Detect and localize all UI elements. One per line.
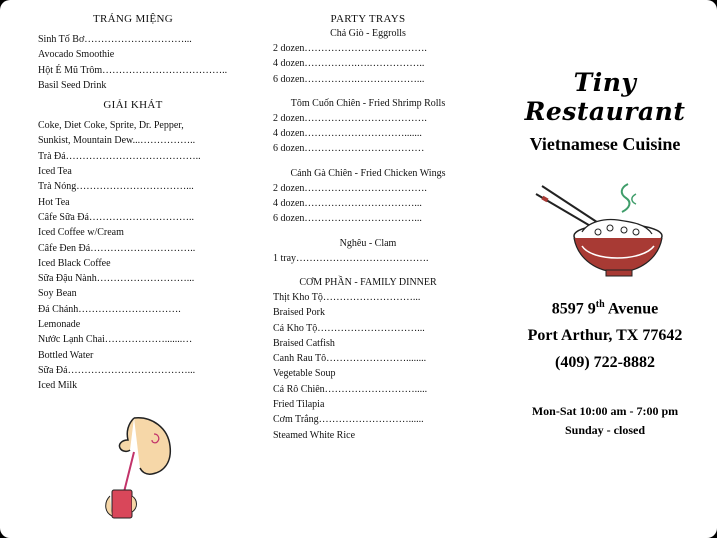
menu-item: Avocado Smoothie <box>38 49 115 61</box>
steam-line <box>632 194 636 204</box>
menu-item: 2 dozen………………………………. <box>273 43 427 54</box>
menu-item: Steamed White Rice <box>273 429 356 441</box>
menu-item: Iced Coffee w/Cream <box>38 227 124 239</box>
menu-item: Bottled Water <box>38 349 94 361</box>
sunday-hours: Sunday - closed <box>564 423 646 438</box>
straw <box>124 452 134 492</box>
face <box>119 418 134 451</box>
menu-item: Soy Bean <box>38 288 77 300</box>
eggrolls-heading: Chả Giò - Eggrolls <box>330 28 406 39</box>
menu-item: Câfe Sữa Đá………………………….. <box>38 211 194 223</box>
middle-column <box>273 0 463 443</box>
menu-item: Iced Black Coffee <box>38 257 111 269</box>
party-trays-heading: PARTY TRAYS <box>330 13 406 25</box>
menu-item: 4 dozen……………………………... <box>273 198 422 210</box>
menu-item: Braised Catfish <box>273 337 335 349</box>
menu-item: Trà Đá………………………………….. <box>38 150 201 162</box>
city-line: Port Arthur, TX 77642 <box>527 327 683 345</box>
weekday-hours: Mon-Sat 10:00 am - 7:00 pm <box>531 404 679 419</box>
drinks-heading: GIẢI KHÁT <box>103 99 163 112</box>
clam-list <box>273 251 463 266</box>
hand <box>132 496 137 512</box>
menu-item: Cá Kho Tộ…………………………... <box>273 322 425 334</box>
address-street: Avenue <box>604 300 659 318</box>
phone-number: (409) 722-8882 <box>555 354 655 372</box>
menu-item: Đá Chánh…………………………. <box>38 303 181 315</box>
person-drinking-icon <box>94 412 184 527</box>
bowl-body <box>574 238 662 272</box>
drink-list <box>38 118 228 393</box>
eggroll-list <box>273 41 463 87</box>
clam-heading: Nghêu - Clam <box>339 237 397 249</box>
menu-item: 1 tray…………………………………. <box>273 252 429 264</box>
menu-item: Cá Rô Chiên………………………..... <box>273 383 428 395</box>
restaurant-logo: Tiny Restaurant <box>524 68 686 126</box>
menu-item: 4 dozen…………………………....... <box>273 128 422 140</box>
menu-item: Sinh Tố Bơ…………………………... <box>38 34 192 45</box>
hand <box>106 496 112 516</box>
menu-item: Braised Pork <box>273 307 325 319</box>
menu-item: Hột É Mũ Trôm……………………………….. <box>38 64 228 76</box>
steam-line <box>622 184 630 212</box>
dessert-list <box>38 32 228 93</box>
menu-item: Hot Tea <box>38 196 70 208</box>
menu-item: 2 dozen………………………………. <box>273 182 427 194</box>
cuisine-title: Vietnamese Cuisine <box>529 134 681 154</box>
menu-item: Cơm Trắng………………………...... <box>273 414 424 426</box>
menu-item: Sữa Đậu Nành………………………... <box>38 273 195 285</box>
menu-item: Iced Tea <box>38 166 72 178</box>
menu-item: Lemonade <box>38 319 81 331</box>
menu-item: Basil Seed Drink <box>38 79 107 91</box>
menu-item: Canh Rau Tô……………………........ <box>273 353 427 365</box>
family-dinner-heading: CƠM PHẦN - FAMILY DINNER <box>299 276 437 288</box>
address-ordinal: th <box>595 299 605 310</box>
street-address <box>500 291 710 322</box>
menu-item: Câfe Đen Đá………………………….. <box>38 242 196 254</box>
menu-item: Thịt Kho Tộ………………………... <box>273 291 421 303</box>
menu-item: Nước Lạnh Chai……………….......… <box>38 334 193 346</box>
menu-item: Trà Nóng……………………………... <box>38 181 194 193</box>
menu-item: Sữa Đá………………………………... <box>38 364 196 376</box>
menu-item: Fried Tilapia <box>273 399 325 411</box>
menu-item: Vegetable Soup <box>273 368 336 380</box>
chicken-wings-heading: Cánh Gà Chiên - Fried Chicken Wings <box>290 167 446 179</box>
menu-item: Sunkist, Mountain Dew...…………….. <box>38 135 196 147</box>
noodles <box>582 220 652 235</box>
menu-item: 2 dozen………………………………. <box>273 112 427 124</box>
noodle-bowl-icon <box>532 172 672 287</box>
address-number: 8597 9 <box>551 300 596 318</box>
wings-list <box>273 181 463 227</box>
head <box>134 418 170 474</box>
left-column <box>38 0 228 394</box>
menu-item: 6 dozen……………………………... <box>273 213 422 225</box>
shrimp-rolls-heading: Tôm Cuốn Chiên - Fried Shrimp Rolls <box>290 97 446 109</box>
menu-item: Coke, Diet Coke, Sprite, Dr. Pepper, <box>38 120 184 132</box>
menu-item: 6 dozen…………….………………... <box>273 73 425 85</box>
menu-item: 4 dozen…………….….…………….. <box>273 58 425 70</box>
cup <box>112 490 132 518</box>
menu-item: 6 dozen……………………………… <box>273 143 425 155</box>
family-list <box>273 290 463 443</box>
bowl-base <box>606 270 632 276</box>
dessert-heading: TRÁNG MIỆNG <box>93 13 173 25</box>
menu-item: Iced Milk <box>38 380 78 392</box>
shrimp-list <box>273 111 463 157</box>
